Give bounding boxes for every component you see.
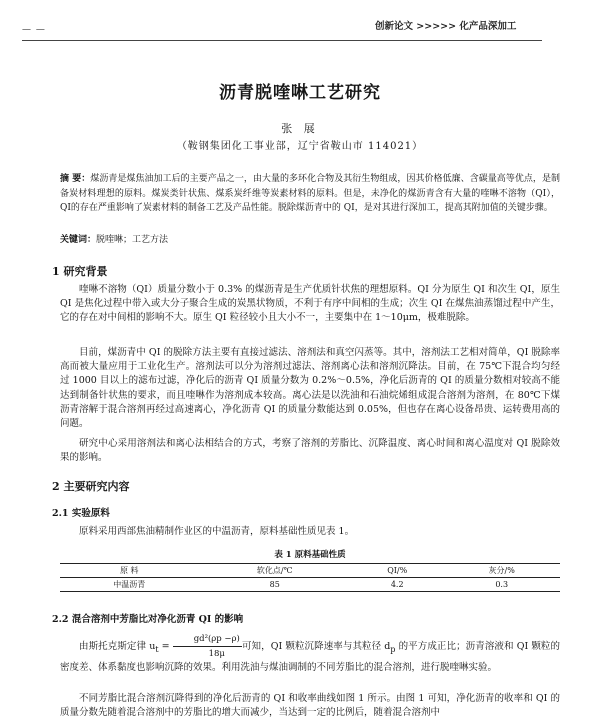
- stokes-denominator: 18μ: [208, 649, 225, 660]
- paper-affiliation: （鞍钢集团化工事业部，辽宁省鞍山市 114021）: [176, 141, 424, 152]
- subsection-2-1-heading: 2.1 实验原料: [52, 508, 110, 519]
- table-cell: 4.2: [390, 580, 404, 589]
- section-2-heading: 2 主要研究内容: [52, 480, 130, 493]
- table-row: [60, 578, 560, 592]
- abstract-text: 煤沥青是煤焦油加工后的主要产品之一，由大量的多环化合物及其衍生物组成，因其价格低廉、含碳量高等优点，是制备炭材料理想的原料。煤炭类针状焦、煤系炭纤维等炭素材料的原料。但是，未净化的煤沥青含有大量的喹啉不溶物（QI），QI的存在严重影响了炭素材料的制备工艺及产品性能。脱除煤沥青中的 QI，是对其进行深加工，提高其附加值的关键步骤。: [60, 174, 560, 213]
- stokes-text-after: 可知，QI 颗粒沉降速率与其粒径 d: [241, 641, 391, 653]
- section-1-paragraph-3: 研究中心采用溶剂法和离心法相结合的方式，考察了溶剂的芳脂比、沉降温度、离心时间和离心温度对 QI 脱除效果的影响。: [60, 438, 560, 464]
- table-1: [60, 563, 560, 592]
- table-header-row: [60, 564, 560, 578]
- section-1-paragraph-2: 目前，煤沥青中 QI 的脱除方法主要有直接过滤法、溶剂法和真空闪蒸等。其中，溶剂法工艺相对简单，QI 脱除率高而被大量应用于工业化生产。溶剂法可以分为溶剂过滤法、溶剂离心法和溶剂沉降法。目前，在 75℃下混合均匀经过 1000 目以上的滤布过滤，净化后的沥青 QI 质量分数为 0.2%～0.5%，净化后沥青的 QI 的质量分数相对较高不能达到制备针状焦的要求，而且喹啉作为溶剂成本较高。离心法是以洗油和石油烷烯组成混合溶剂为溶剂，在 80℃下煤沥青溶解于混合溶剂再经过高速离心，净化沥青 QI 的质量分数能达到 0.05%，但也存在离心设备昂贵、运转费用高的问题。: [60, 347, 560, 430]
- table-cell: 85: [269, 580, 280, 589]
- header-left-mark: — —: [22, 25, 46, 35]
- paper-title: 沥青脱喹啉工艺研究: [219, 83, 381, 103]
- stokes-paragraph: [60, 632, 560, 676]
- header-column-label: 创新论文 >>>>> 化产品深加工: [375, 21, 517, 32]
- subsection-2-1-text: 原料采用西部焦油精制作业区的中温沥青，原料基础性质见表 1。: [79, 526, 355, 537]
- stokes-equals: =: [158, 641, 173, 653]
- table-header-cell: 原 料: [119, 566, 139, 575]
- keywords-label: 关键词：: [60, 235, 97, 245]
- table-header-cell: 灰分/%: [488, 566, 515, 575]
- table-header-cell: QI/%: [387, 566, 408, 575]
- table-header-cell: 软化点/℃: [256, 566, 293, 575]
- section-1-paragraph-1: 喹啉不溶物（QI）质量分数小于 0.3% 的煤沥青是生产优质针状焦的理想原料。QI 分为原生 QI 和次生 QI，原生 QI 是焦化过程中带入或大分子聚合生成的炭黑状物质，不利于有序中间相的生成；次生 QI 在煤焦油蒸馏过程中产生，它的存在对中间相的影响不大。原生 QI 粒径较小且大小不一，主要集中在 1～10μm，极难脱除。: [60, 284, 560, 324]
- stokes-subscript-p: p: [390, 645, 396, 655]
- stokes-numerator: gd²(ρp −ρ): [173, 632, 242, 647]
- stokes-formula: [173, 632, 242, 661]
- paper-author: 张 展: [281, 122, 319, 135]
- stokes-subscript-t: t: [155, 645, 159, 655]
- abstract: [60, 172, 560, 216]
- stokes-text-before: 由斯托克斯定律 u: [79, 641, 156, 653]
- section-1-heading: 1 研究背景: [52, 265, 108, 278]
- subsection-2-2-heading: 2.2 混合溶剂中芳脂比对净化沥青 QI 的影响: [52, 614, 244, 625]
- table-cell: 中温沥青: [113, 580, 146, 589]
- header-rule: [22, 40, 542, 41]
- keywords-text: 脱喹啉；工艺方法: [96, 235, 169, 245]
- stokes-text-tail: 的平方成正比；沥青溶液和 QI 颗粒的密度差、体系黏度也影响沉降的效果。利用洗油与煤油调制的不同芳脂比的混合溶剂，进行脱喹啉实验。: [60, 641, 561, 674]
- abstract-label: 摘 要：: [60, 174, 91, 184]
- subsection-2-2-paragraph: 不同芳脂比混合溶剂沉降得到的净化后沥青的 QI 和收率曲线如图 1 所示。由图 1 可知，净化沥青的收率和 QI 的质量分数先随着混合溶剂中的芳脂比的增大而减少，当达到一定的比例后，随着混合溶剂中: [60, 693, 560, 719]
- table-cell: 0.3: [495, 580, 509, 589]
- table-1-caption: 表 1 原料基础性质: [274, 550, 346, 560]
- keywords: [60, 232, 560, 245]
